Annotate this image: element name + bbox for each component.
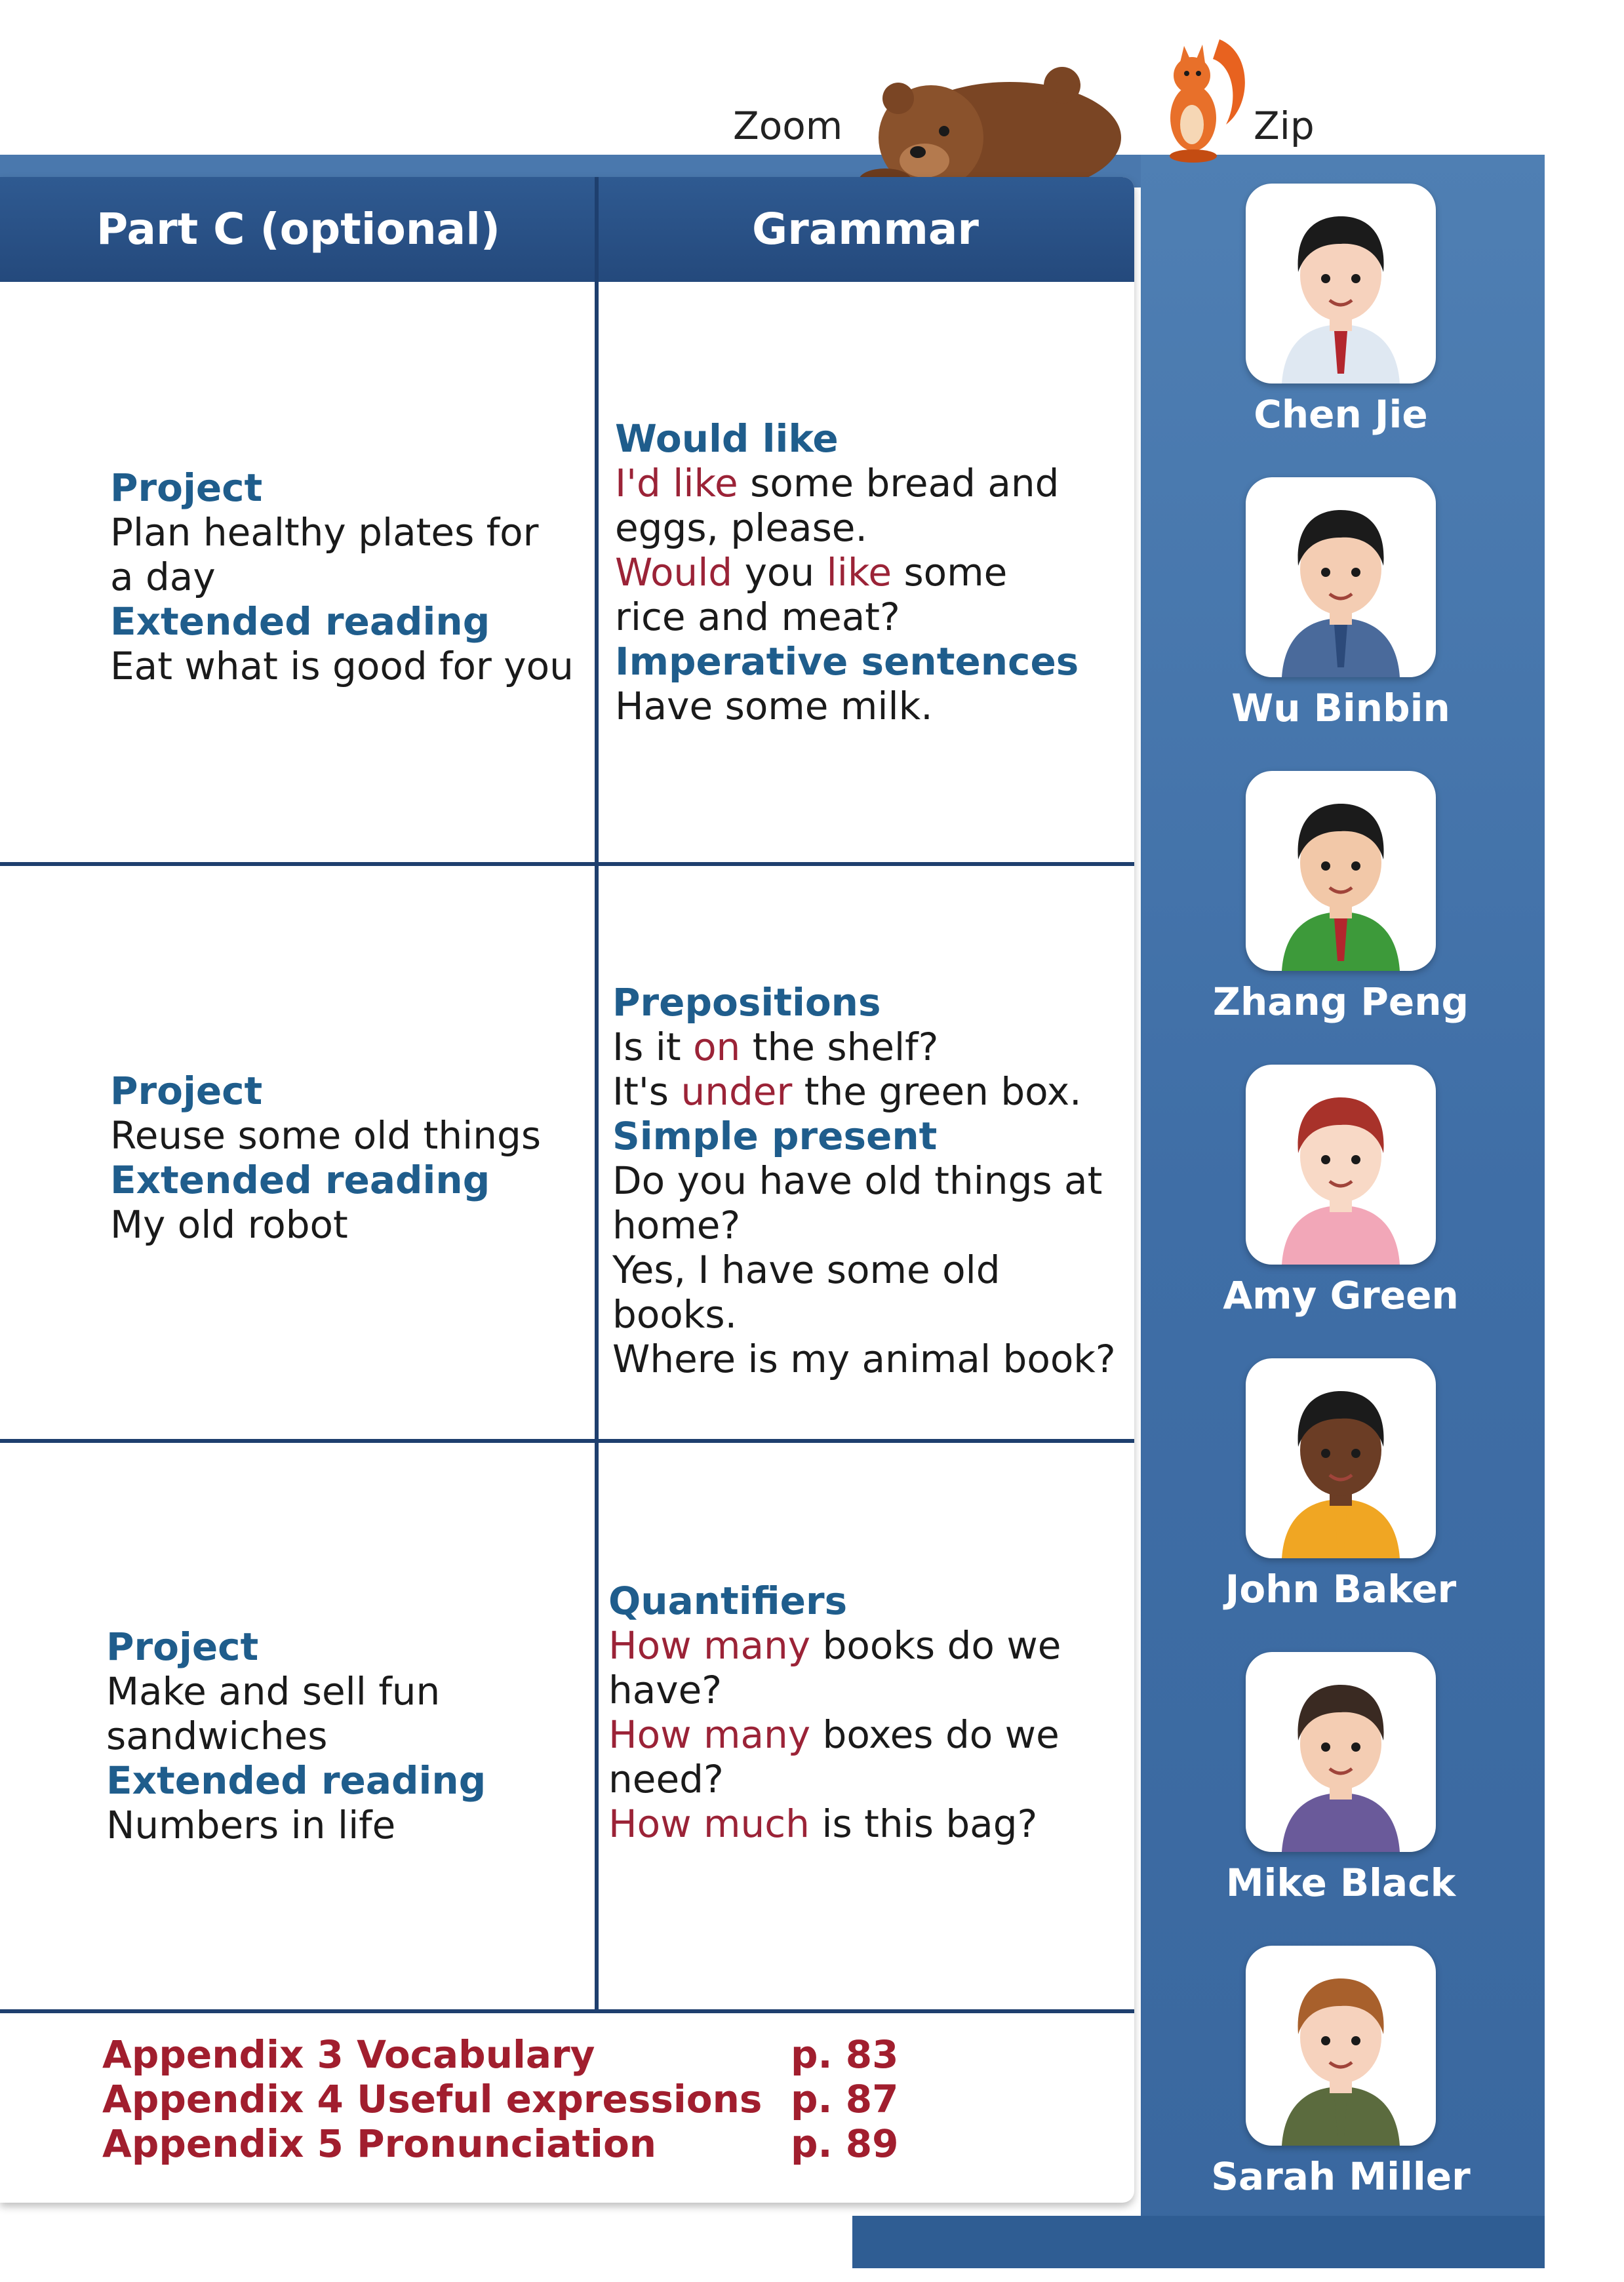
appendix-4-page: p. 87 [791,2077,899,2121]
grammar-heading: Would like [615,416,839,461]
header-grammar: Grammar [752,204,979,254]
character-name: Sarah Miller [1211,2154,1471,2199]
grammar-line [608,1668,1126,1712]
child-portrait-icon [1246,1065,1436,1265]
grammar-text: It's [612,1069,681,1114]
grammar-line [615,416,1126,461]
avatar [1246,1065,1436,1265]
appendix-3: Appendix 3 Vocabulary [102,2032,595,2077]
appendix-5-page: p. 89 [791,2121,899,2166]
grammar-text: the shelf? [740,1025,939,1069]
section-text: Eat what is good for you [110,644,574,688]
grammar-line [612,1203,1130,1248]
grammar-line [615,550,1126,595]
avatar [1246,477,1436,677]
contents-table [0,177,1134,2203]
grammar-line [612,1158,1130,1203]
grammar-text: is this bag? [809,1801,1038,1846]
bottom-blue-band [852,2216,1545,2268]
avatar [1246,184,1436,384]
grammar-keyword: How many [608,1623,811,1668]
section-text: Numbers in life [106,1803,396,1847]
child-portrait-icon [1246,184,1436,384]
part-c-cell [110,465,582,688]
avatar [1246,1358,1436,1558]
grammar-line [615,505,1126,550]
child-portrait-icon [1246,1652,1436,1852]
row-divider [0,862,1134,866]
child-portrait-icon [1246,771,1436,971]
grammar-line [612,1114,1130,1158]
section-text: a day [110,555,216,599]
grammar-keyword: on [693,1025,741,1069]
character-name: Zhang Peng [1212,979,1469,1024]
grammar-cell [612,980,1130,1381]
grammar-line [608,1712,1126,1757]
grammar-line [612,1069,1130,1114]
grammar-line [612,1025,1130,1069]
zoom-label: Zoom [733,104,843,148]
section-heading: Project [110,1069,263,1113]
grammar-line [608,1579,1126,1623]
grammar-line [608,1801,1126,1846]
grammar-line [615,461,1126,505]
grammar-text: Is it [612,1025,694,1069]
appendix-4: Appendix 4 Useful expressions [102,2077,762,2121]
section-heading: Extended reading [110,1158,490,1202]
grammar-text: Have some milk. [615,684,933,728]
grammar-line [615,684,1126,728]
column-divider [595,177,599,2013]
appendix-5: Appendix 5 Pronunciation [102,2121,657,2166]
grammar-text: boxes do we [810,1712,1060,1757]
character-name: Mike Black [1225,1860,1456,1905]
grammar-line [612,1248,1130,1337]
squirrel-icon [1141,26,1252,164]
avatar [1246,1946,1436,2146]
child-portrait-icon [1246,1358,1436,1558]
grammar-keyword: How many [608,1712,811,1757]
grammar-cell [608,1579,1126,1846]
grammar-line [608,1757,1126,1801]
zip-label: Zip [1254,104,1315,148]
child-portrait-icon [1246,477,1436,677]
grammar-keyword: Would [615,550,733,595]
grammar-heading: Imperative sentences [615,639,1079,684]
grammar-text: some bread and [738,461,1060,505]
character-name: Wu Binbin [1231,686,1450,730]
table-header [0,177,1134,282]
section-text: Plan healthy plates for [110,510,539,555]
grammar-text: have? [608,1668,723,1712]
row-divider [0,2009,1134,2013]
appendix-3-page: p. 83 [791,2032,899,2077]
grammar-text: rice and meat? [615,595,900,639]
grammar-text: home? [612,1203,741,1248]
grammar-line [608,1623,1126,1668]
grammar-line [615,595,1126,639]
section-heading: Project [110,465,263,510]
grammar-heading: Quantifiers [608,1579,848,1623]
avatar [1246,1652,1436,1852]
section-text: My old robot [110,1202,348,1247]
grammar-keyword: like [826,550,892,595]
grammar-heading: Prepositions [612,980,881,1025]
grammar-text: Do you have old things at [612,1158,1103,1203]
grammar-line [612,1337,1130,1381]
row-divider [0,1439,1134,1443]
child-portrait-icon [1246,1946,1436,2146]
grammar-text: the green box. [792,1069,1082,1114]
character-name: Chen Jie [1254,392,1428,437]
grammar-keyword: How much [608,1801,810,1846]
avatar [1246,771,1436,971]
grammar-text: need? [608,1757,724,1801]
grammar-text: eggs, please. [615,505,867,550]
grammar-heading: Simple present [612,1114,938,1158]
grammar-line [615,639,1126,684]
grammar-keyword: under [681,1069,793,1114]
header-part-c: Part C (optional) [96,204,501,254]
section-text: sandwiches [106,1714,328,1758]
grammar-text: you [732,550,827,595]
character-name: Amy Green [1223,1273,1459,1318]
section-heading: Extended reading [110,599,490,644]
grammar-cell [615,416,1126,728]
grammar-text: some [892,550,1008,595]
section-text: Reuse some old things [110,1113,542,1158]
character-name: John Baker [1225,1567,1457,1611]
grammar-keyword: I'd like [615,461,738,505]
grammar-text: Where is my animal book? [612,1337,1116,1381]
section-text: Make and sell fun [106,1669,441,1714]
section-heading: Project [106,1624,259,1669]
grammar-text: Yes, I have some old books. [612,1248,1000,1337]
part-c-cell [106,1624,578,1847]
grammar-text: books do we [810,1623,1061,1668]
grammar-line [612,980,1130,1025]
part-c-cell [110,1069,582,1247]
section-heading: Extended reading [106,1758,486,1803]
